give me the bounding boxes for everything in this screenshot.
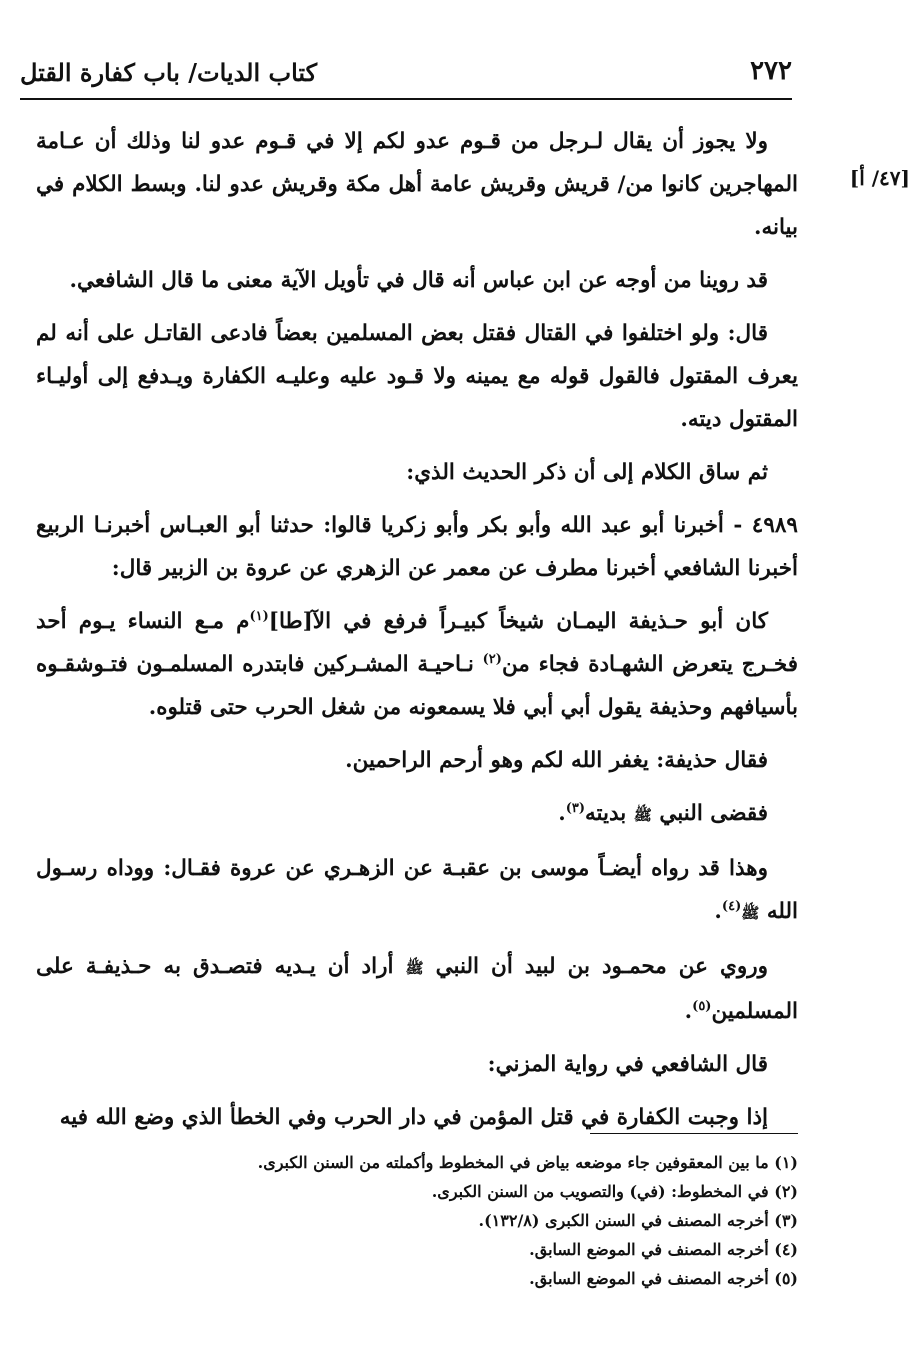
paragraph-text: بديته <box>585 801 634 826</box>
salawat-ligature-icon: ﷺ <box>633 806 652 824</box>
main-text <box>36 120 798 1149</box>
footnote-divider <box>590 1133 798 1134</box>
paragraph-text: قال الشافعي في رواية المزني: <box>487 1052 768 1077</box>
paragraph-text: م مـع النساء يـوم أحد فخـرج يتعرض الشهـادة فجاء من <box>36 609 799 677</box>
salawat-ligature-icon: ﷺ <box>741 904 760 922</box>
paragraph <box>36 739 798 782</box>
paragraph-text: كان أبو حـذيفة اليمـان شيخاً كبيـراً فرفع في الآ[طا] <box>268 609 768 634</box>
paragraph <box>36 600 798 729</box>
paragraph-text: ولا يجوز أن يقال لـرجل من قـوم عدو لكم إلا في قـوم عدو لنا وذلك أن عـامة المهاجرين كانوا من/ قريش وقريش عامة أهل مكة وقريش عدو لنا. وبسط الكلام في بيانه. <box>36 129 798 240</box>
paragraph <box>36 120 798 249</box>
running-header <box>20 52 792 100</box>
footnote: (١) ما بين المعقوفين جاء موضعه بياض في المخطوط وأكملته من السنن الكبرى. <box>257 1153 798 1172</box>
paragraph-text: قال: ولو اختلفوا في القتال فقتل بعض المسلمين بعضاً فادعى القاتـل على أنه لم يعرف المقتول فالقول قوله مع يمينه ولا قـود عليه وعليـه الكفارة ويـدفع إلى أوليـاء المقتول ديته. <box>36 321 798 432</box>
footnote-ref[interactable]: (٣) <box>565 800 585 816</box>
paragraph-text: وروي عن محمـود بن لبيد أن النبي <box>423 954 768 979</box>
footnote-ref[interactable]: (٢) <box>482 651 502 667</box>
paragraph-text: . <box>684 999 693 1024</box>
paragraph-text: نـاحيـة المشـركين فابتدره المسلمـون فتـوشقـوه بأسيافهم وحذيفة يقول أبي أبي فلا يسمعونه من شغل الحرب حتى قتلوه. <box>36 652 798 720</box>
paragraph <box>36 792 798 837</box>
hadith-number: ٤٩٨٩ - <box>733 513 798 538</box>
paragraph <box>36 259 798 302</box>
paragraph-text: فقضى النبي <box>651 801 768 826</box>
footnote: (٣) أخرجه المصنف في السنن الكبرى (١٣٢/٨). <box>478 1211 798 1230</box>
footnote: (٢) في المخطوط: (في) والتصويب من السنن الكبرى. <box>431 1182 798 1201</box>
paragraph-text: . <box>558 801 566 826</box>
paragraph-text: إذا وجبت الكفارة في قتل المؤمن في دار الحرب وفي الخطأ الذي وضع الله فيه <box>59 1105 768 1130</box>
hadith-paragraph <box>36 504 798 590</box>
footnotes <box>130 1150 798 1295</box>
paragraph <box>36 1043 798 1086</box>
footnote-ref[interactable]: (١) <box>249 608 269 624</box>
footnote: (٥) أخرجه المصنف في الموضع السابق. <box>529 1269 798 1288</box>
paragraph <box>36 847 798 935</box>
paragraph-text: . <box>714 899 722 924</box>
page-number: ٢٧٢ <box>750 56 792 86</box>
paragraph-text: أخبرنا أبو عبد الله وأبو بكر وأبو زكريا قالوا: حدثنا أبو العبـاس أخبرنـا الربيع أخبرنا الشافعي أخبرنا مطرف عن معمر عن الزهري عن عروة بن الزبير قال: <box>36 513 798 581</box>
footnote: (٤) أخرجه المصنف في الموضع السابق. <box>529 1240 798 1259</box>
paragraph <box>36 312 798 441</box>
manuscript-folio-note: [٤٧/ أ] <box>849 166 910 190</box>
paragraph-text: ثم ساق الكلام إلى أن ذكر الحديث الذي: <box>406 460 768 485</box>
footnote-ref[interactable]: (٥) <box>692 998 712 1014</box>
header-title: كتاب الديات/ باب كفارة القتل <box>20 58 318 87</box>
paragraph-text: وهذا قد رواه أيضـاً موسى بن عقبـة عن الزهـري عن عروة فقـال: ووداه رسـول الله <box>36 856 798 924</box>
paragraph-text: فقال حذيفة: يغفر الله لكم وهو أرحم الراحمين. <box>345 748 768 773</box>
paragraph <box>36 945 798 1033</box>
footnote-ref[interactable]: (٤) <box>721 898 742 914</box>
paragraph-text: أراد أن يـديه فتصـدق به حـذيفـة على المسلمين <box>36 954 798 1024</box>
paragraph-text: قد روينا من أوجه عن ابن عباس أنه قال في تأويل الآية معنى ما قال الشافعي. <box>69 268 768 293</box>
paragraph <box>36 451 798 494</box>
salawat-ligature-icon: ﷺ <box>405 959 424 977</box>
